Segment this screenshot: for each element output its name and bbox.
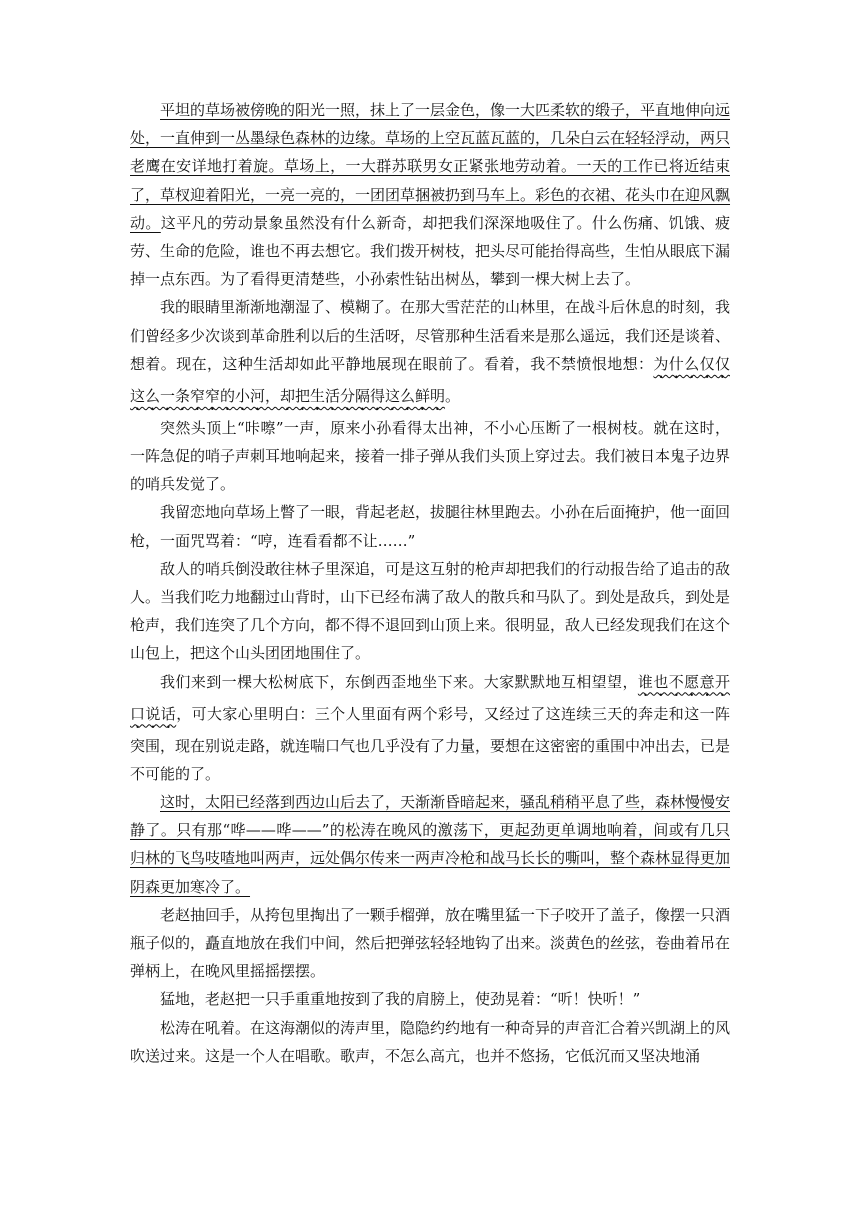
paragraph	[130, 1014, 730, 1070]
paragraph	[130, 901, 730, 986]
paragraph	[130, 788, 730, 901]
paragraph	[130, 96, 730, 293]
text-run: 敌人的哨兵倒没敢往林子里深追，可是这互射的枪声却把我们的行动报告给了追击的敌人。当我们吃力地翻过山背时，山下已经布满了敌人的散兵和马队了。到处是敌兵，到处是枪声，我们连突了几个方向，都不得不退回到山顶上来。很明显，敌人已经发现我们在这个山包上，把这个山头团团地围住了。	[130, 559, 731, 663]
paragraph	[130, 498, 730, 554]
underlined-passage: 这时，太阳已经落到西边山后去了，天渐渐昏暗起来，骚乱稍稍平息了些，森林慢慢安静了。只有那“哗——哗——”的松涛在晚风的激荡下，更起劲更单调地响着，间或有几只归林的飞鸟吱喳地叫两声，远处偶尔传来一两声冷枪和战马长长的嘶叫，整个森林显得更加阴森更加寒冷了。	[130, 793, 731, 896]
underlined-passage: 平坦的草场被傍晚的阳光一照，抹上了一层金色，像一大匹柔软的缎子，平直地伸向远处，一直伸到一丛墨绿色森林的边缘。草场的上空瓦蓝瓦蓝的，几朵白云在轻轻浮动，两只老鹰在安详地打着旋。草场上，一大群苏联男女正紧张地劳动着。一天的工作已将近结束了，草杈迎着阳光，一亮一亮的，一团团草捆被扔到马车上。彩色的衣裙、花头巾在迎风飘动。	[130, 101, 731, 232]
text-run: 这平凡的劳动景象虽然没有什么新奇，却把我们深深地吸住了。什么伤痛、饥饿、疲劳、生命的危险，谁也不再去想它。我们拨开树枝，把头尽可能抬得高些，生怕从眼底下漏掉一点东西。为了看得更清楚些，小孙索性钻出树丛，攀到一棵大树上去了。	[130, 213, 731, 289]
text-run: 我的眼睛里渐渐地潮湿了、模糊了。在那大雪茫茫的山林里，在战斗后休息的时刻，我们曾经多少次谈到革命胜利以后的生活呀，尽管那种生活看来是那么遥远，我们还是谈着、想着。现在，这种生活却如此平静地展现在眼前了。看着，我不禁愤恨地想：	[130, 298, 731, 373]
wavy-marked-phrase: 谁也不愿意开口说话	[130, 672, 730, 723]
text-run: 突然头顶上“咔嚓”一声，原来小孙看得太出神，不小心压断了一根树枝。就在这时，一阵急促的哨子声刺耳地响起来，接着一排子弹从我们头顶上穿过去。我们被日本鬼子边界的哨兵发觉了。	[130, 418, 731, 494]
paragraph	[130, 668, 730, 788]
paragraph	[130, 414, 730, 499]
paragraph	[130, 985, 730, 1013]
paragraph	[130, 555, 730, 668]
wavy-marked-phrase: 为什么仅仅这么一条窄窄的小河，却把生活分隔得这么鲜明	[130, 354, 730, 405]
text-run: 。	[445, 386, 461, 405]
paragraph	[130, 293, 730, 413]
document-body	[130, 96, 730, 1070]
text-run: 我留恋地向草场上瞥了一眼，背起老赵，拔腿往林里跑去。小孙在后面掩护，他一面回枪，一面咒骂着：“哼，连看看都不让……”	[130, 503, 731, 550]
text-run: ，可大家心里明白：三个人里面有两个彩号，又经过了这连续三天的奔走和这一阵突围，现在别说走路，就连喘口气也几乎没有了力量，要想在这密密的重围中冲出去，已是不可能的了。	[130, 704, 731, 783]
text-run: 老赵抽回手，从挎包里掏出了一颗手榴弹，放在嘴里猛一下子咬开了盖子，像摆一只酒瓶子似的，矗直地放在我们中间，然后把弹弦轻轻地钩了出来。淡黄色的丝弦，卷曲着吊在弹柄上，在晚风里摇摇摆摆。	[130, 905, 731, 981]
text-run: 我们来到一棵大松树底下，东倒西歪地坐下来。大家默默地互相望望，	[160, 672, 638, 691]
text-run: 猛地，老赵把一只手重重地按到了我的肩膀上，使劲晃着：“听！快听！”	[160, 990, 641, 1009]
text-run: 松涛在吼着。在这海潮似的涛声里，隐隐约约地有一种奇异的声音汇合着兴凯湖上的风吹送过来。这是一个人在唱歌。歌声，不怎么高亢，也并不悠扬，它低沉而又坚决地涌	[130, 1018, 731, 1065]
